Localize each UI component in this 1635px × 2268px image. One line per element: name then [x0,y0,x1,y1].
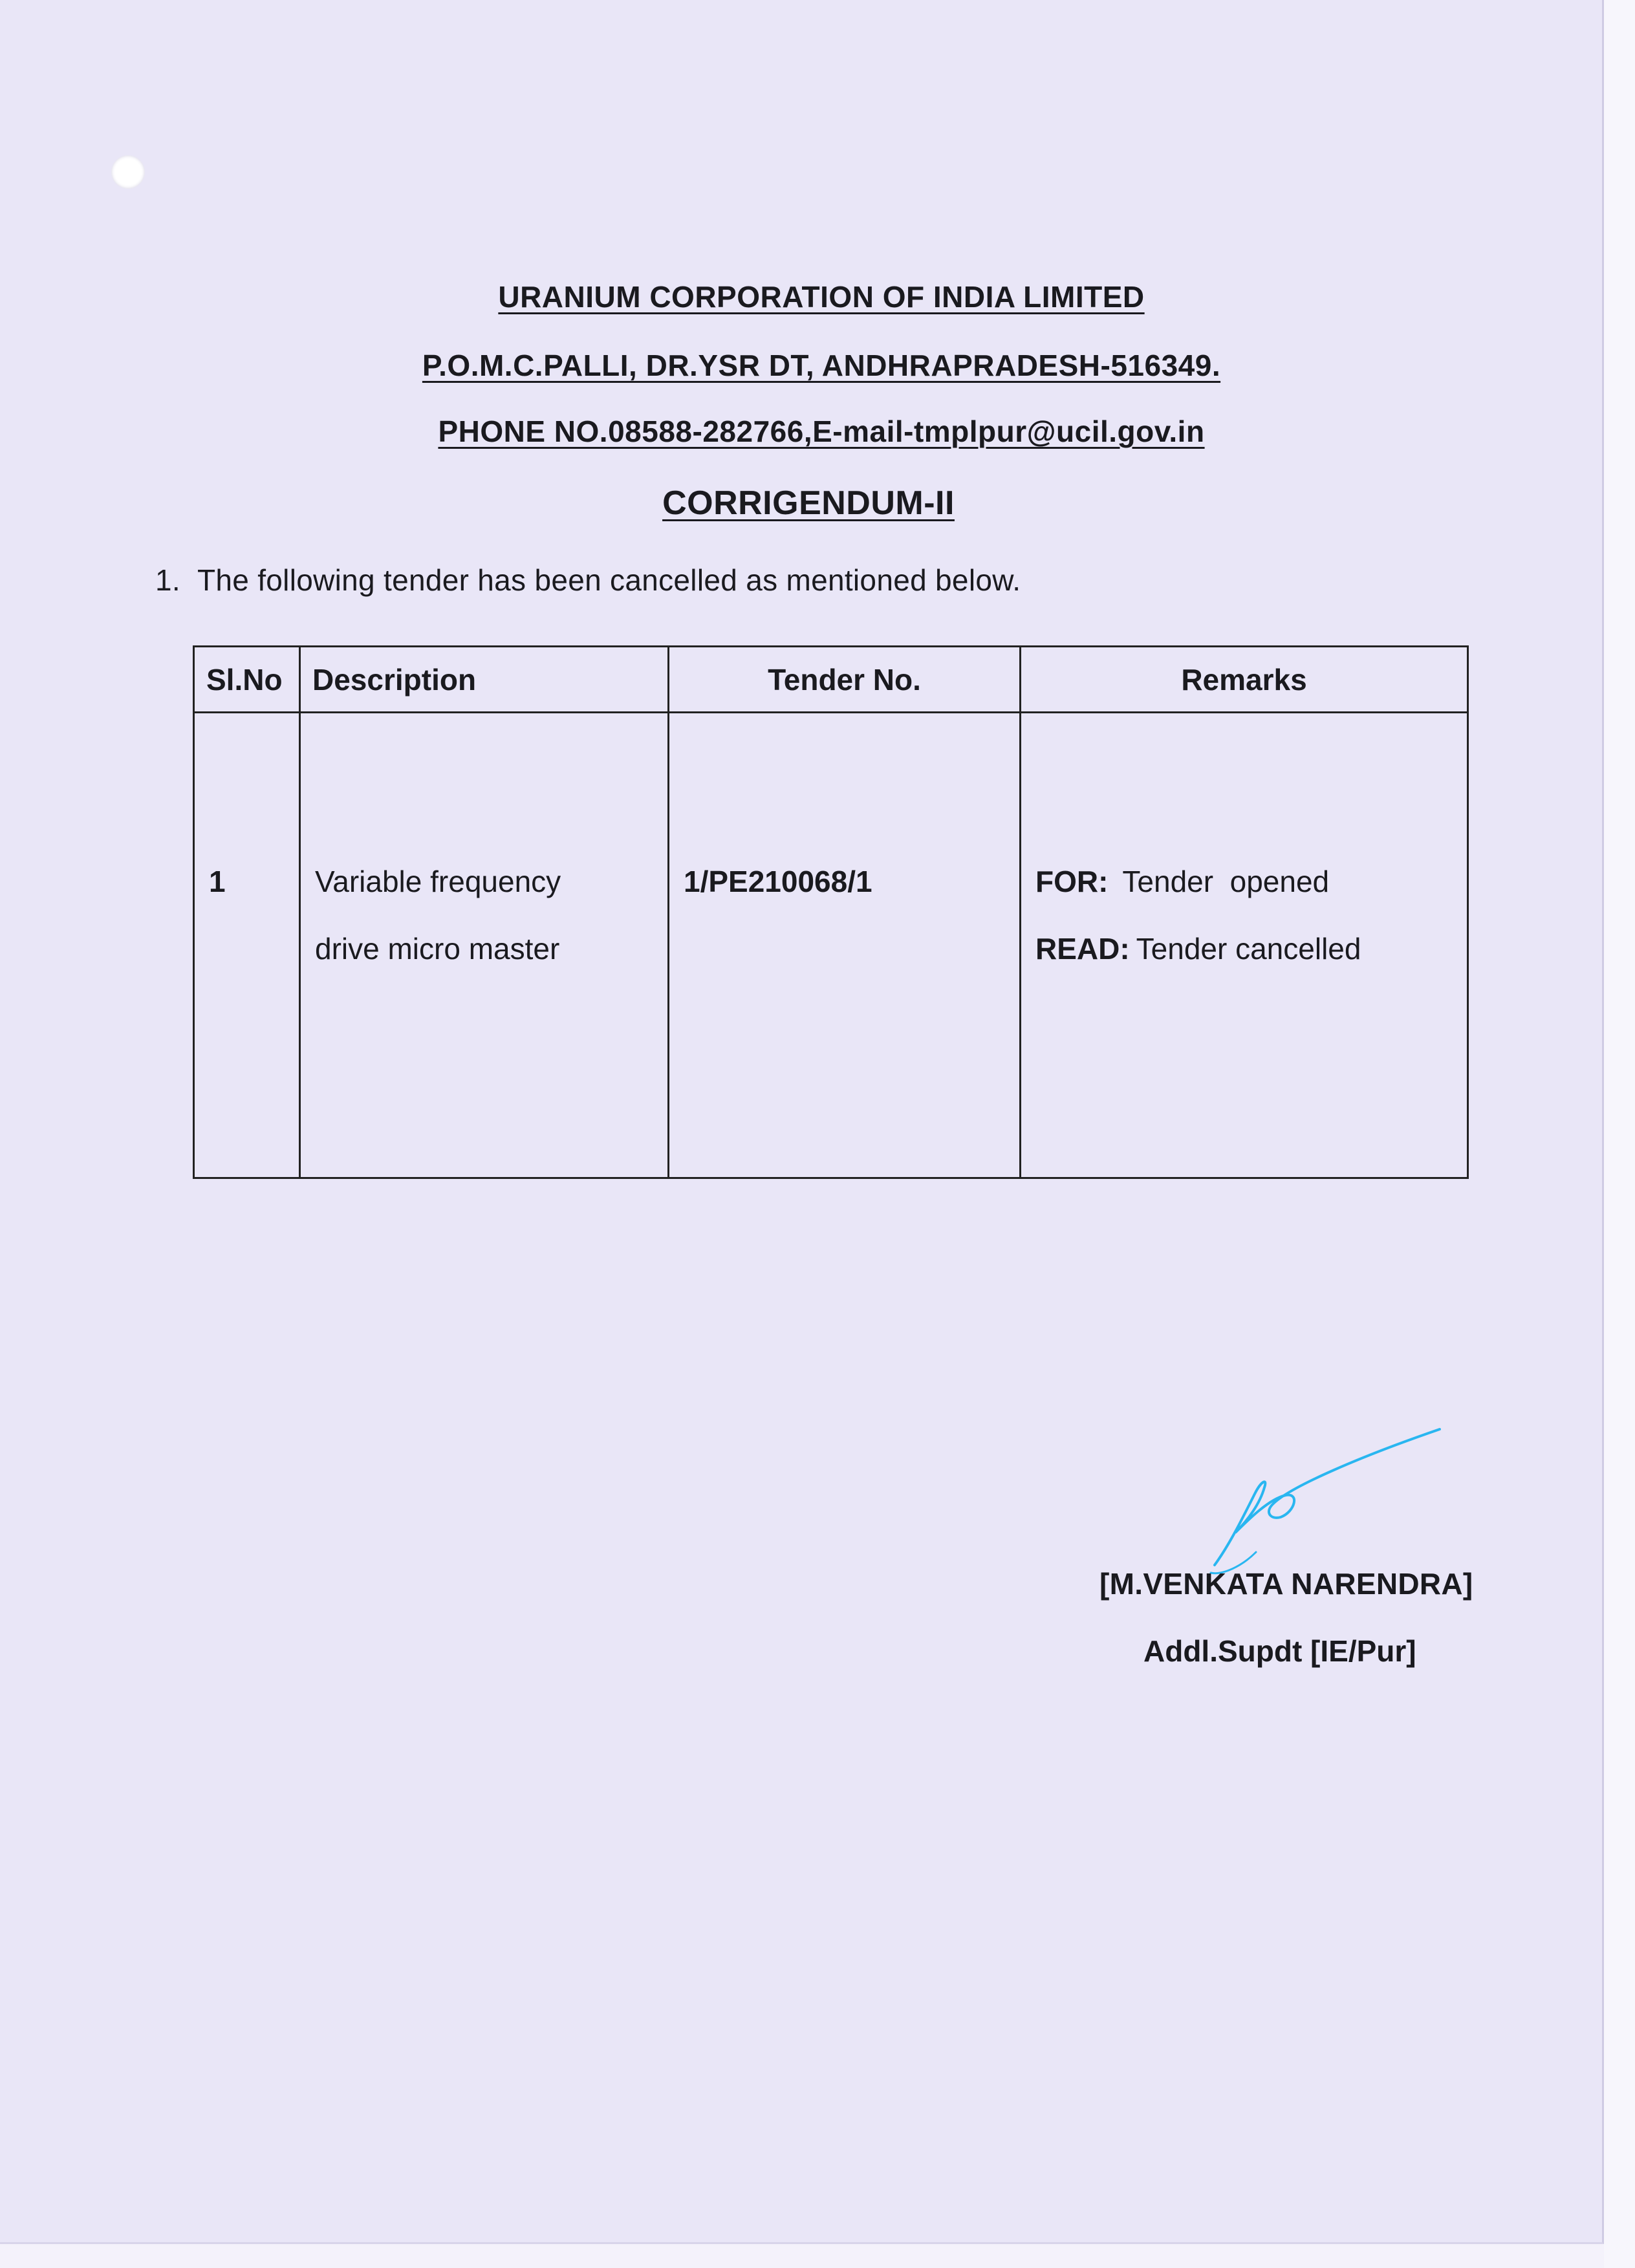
remark-read-text: Tender cancelled [1136,932,1361,966]
sl-no-value: 1 [209,865,226,898]
signatory-designation: Addl.Supdt [IE/Pur] [1143,1634,1416,1668]
intro-number: 1. [155,563,180,597]
table-header-row [194,647,1468,713]
cell-sl-no [194,713,300,1178]
description-line-1: Variable frequency [315,865,561,898]
tender-no-value: 1/PE210068/1 [684,865,872,898]
remark-for-text: Tender opened [1122,865,1330,898]
intro-text: The following tender has been cancelled as mentioned below. [197,563,1021,597]
organization-contact: PHONE NO.08588-282766,E-mail-tmplpur@ucil.gov.in [438,415,1205,448]
organization-name: URANIUM CORPORATION OF INDIA LIMITED [498,280,1145,314]
cell-remarks [1021,713,1468,1178]
remark-for-label: FOR: [1035,865,1109,898]
table-row [194,713,1468,1178]
remark-read [1035,915,1453,982]
cell-tender-no [669,713,1021,1178]
header-description: Description [300,647,669,713]
document-title: CORRIGENDUM-II [662,484,955,522]
intro-paragraph [155,563,1021,598]
tender-table [193,645,1469,1179]
organization-address: P.O.M.C.PALLI, DR.YSR DT, ANDHRAPRADESH-516349. [422,349,1221,382]
remark-for [1035,848,1453,915]
remark-read-label: READ: [1035,932,1130,966]
signatory-name: [M.VENKATA NARENDRA] [1099,1567,1473,1601]
header-tender-no: Tender No. [669,647,1021,713]
cell-description [300,713,669,1178]
punch-hole [111,155,145,189]
signature-mark [1209,1423,1455,1578]
header-remarks: Remarks [1021,647,1468,713]
description-line-2: drive micro master [315,932,560,966]
scan-edge [1604,0,1635,2268]
header-sl-no: Sl.No [194,647,300,713]
